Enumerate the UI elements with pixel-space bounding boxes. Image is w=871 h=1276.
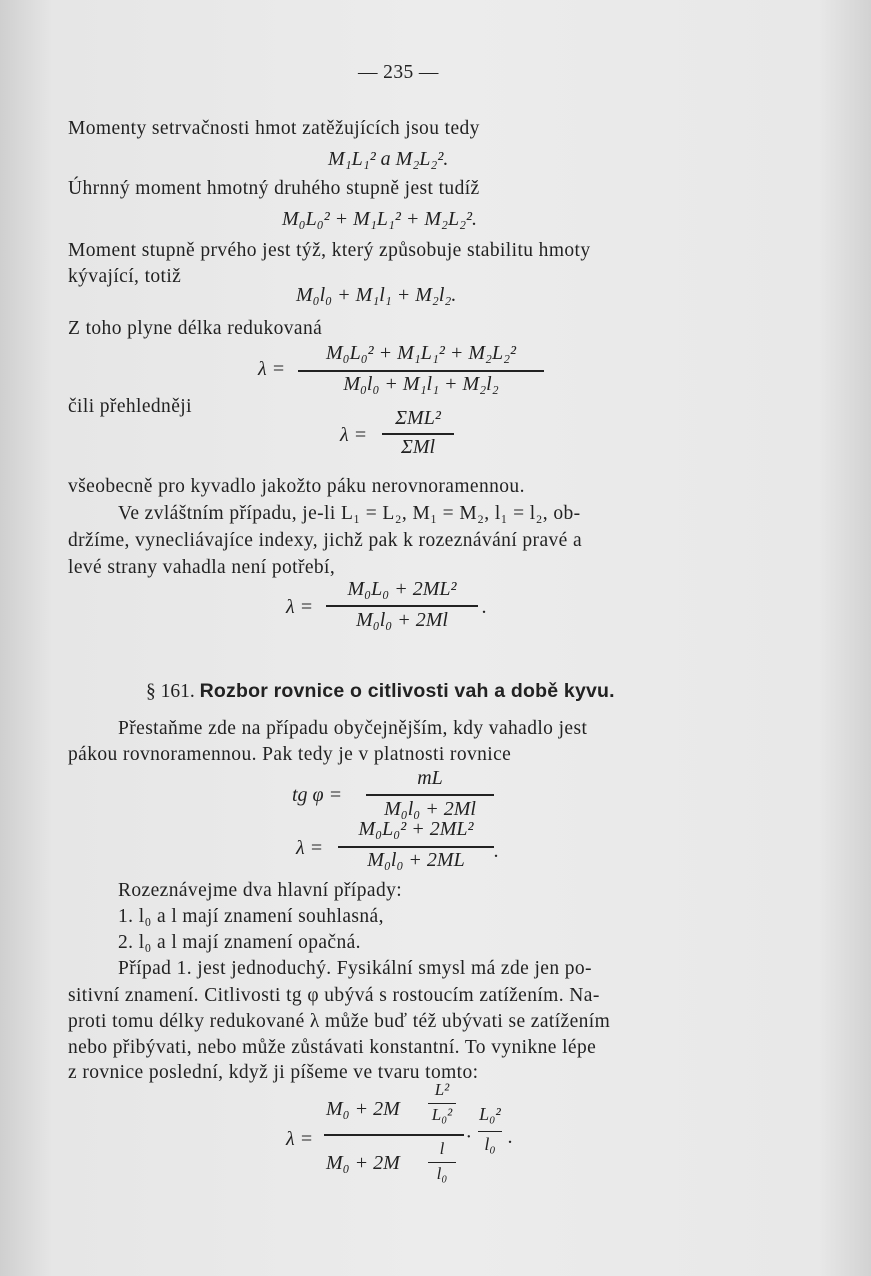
inner-fraction-bar (428, 1162, 456, 1163)
fraction-bar (298, 370, 544, 372)
list-item: 1. l₀ a l mají znamení souhlasná, (118, 906, 384, 927)
fraction-numerator: M₀L₀ + 2ML² (347, 578, 457, 600)
paragraph-line: levé strany vahadla není potřebí, (68, 557, 336, 578)
equation-end: . (482, 596, 487, 618)
equation-lhs: λ = (296, 837, 324, 859)
section-number: § 161. (146, 681, 195, 702)
paragraph-line: z rovnice poslední, když ji píšeme ve tvaru tomto: (68, 1062, 479, 1083)
fraction-bar (382, 433, 454, 435)
paragraph-line: sitivní znamení. Citlivosti tg φ ubývá s rostoucím zatížením. Na- (68, 985, 600, 1006)
fraction-bar (478, 1131, 502, 1132)
list-item: 2. l₀ a l mají znamení opačná. (118, 932, 361, 953)
equation-total-moment: M₀L₀² + M₁L₁² + M₂L₂². (282, 208, 478, 230)
paragraph-line: kývající, totiž (68, 266, 182, 287)
paragraph-line: držíme, vynecliávajíce indexy, jichž pak k rozeznávání pravé a (68, 530, 583, 551)
fraction-bar (338, 846, 494, 848)
inner-fraction-numerator: L² (434, 1080, 450, 1099)
paragraph-line: Rozeznávejme dva hlavní případy: (118, 880, 403, 901)
fraction-denominator: l₀ (484, 1134, 496, 1154)
paragraph-line: proti tomu délky redukované λ může buď též ubývati se zatížením (68, 1011, 611, 1032)
paragraph-line: pákou rovnoramennou. Pak tedy je v platnosti rovnice (68, 744, 512, 765)
denominator-term: M₀ + 2M (326, 1152, 400, 1174)
fraction-bar (366, 794, 494, 796)
numerator-term: M₀ + 2M (326, 1098, 400, 1120)
fraction-numerator: M₀L₀² + M₁L₁² + M₂L₂² (325, 342, 517, 364)
paragraph-line: nebo přibývati, nebo může zůstávati konstantní. To vynikne lépe (68, 1037, 597, 1058)
paragraph-text: Moment stupně prvého jest týž, který způsobuje stabilitu hmoty (68, 240, 591, 261)
equation-lhs: λ = (286, 596, 314, 618)
multiply-dot: · (466, 1126, 471, 1148)
paragraph-line: Případ 1. jest jednoduchý. Fysikální smysl má zde jen po- (118, 958, 592, 979)
equation-lhs: λ = (286, 1128, 314, 1150)
fraction-denominator: M₀l₀ + 2Ml (384, 798, 476, 820)
fraction-numerator: L₀² (479, 1104, 501, 1124)
inner-fraction-bar (428, 1103, 456, 1104)
paragraph-line (68, 240, 724, 262)
inner-fraction-denominator: L₀² (431, 1105, 453, 1124)
paragraph-line: Momenty setrvačnosti hmot zatěžujících jsou tedy (68, 118, 480, 139)
fraction-bar (326, 605, 478, 607)
inner-fraction-numerator: l (439, 1139, 445, 1158)
fraction-numerator: ΣML² (395, 407, 441, 429)
paragraph-line: Přestaňme zde na případu obyčejnějším, kdy vahadlo jest (118, 718, 588, 739)
page-number: — 235 — (358, 62, 439, 83)
inner-fraction-denominator: l₀ (436, 1164, 448, 1183)
fraction-denominator: M₀l₀ + 2ML (367, 849, 465, 871)
paragraph-line: všeobecně pro kyvadlo jakožto páku nerovnoramennou. (68, 476, 525, 497)
fraction-numerator: M₀L₀² + 2ML² (358, 818, 474, 840)
main-fraction-bar (324, 1134, 464, 1136)
section-title: Rozbor rovnice o citlivosti vah a době kyvu. (199, 680, 615, 702)
paragraph-line: Z toho plyne délka redukovaná (68, 318, 323, 339)
equation-end: . (508, 1126, 513, 1148)
fraction-denominator: M₀l₀ + M₁l₁ + M₂l₂ (343, 373, 499, 395)
equation-moments: M₁L₁² a M₂L₂². (328, 148, 449, 170)
paragraph-line: čili přehledněji (68, 396, 192, 417)
equation-lhs: λ = (258, 358, 286, 380)
paragraph-line: Ve zvláštním případu, je-li L₁ = L₂, M₁ = M₂, l₁ = l₂, ob- (118, 503, 581, 524)
equation-lhs: λ = (340, 424, 368, 446)
fraction-denominator: M₀l₀ + 2Ml (356, 609, 448, 631)
equation-lhs: tg φ = (292, 784, 343, 806)
equation-end: . (494, 840, 499, 862)
paragraph-line: Úhrnný moment hmotný druhého stupně jest tudíž (68, 178, 480, 199)
fraction-denominator: ΣMl (400, 436, 436, 458)
fraction-numerator: mL (417, 767, 443, 789)
section-heading (146, 680, 615, 703)
equation-first-moment: M₀l₀ + M₁l₁ + M₂l₂. (296, 284, 457, 306)
